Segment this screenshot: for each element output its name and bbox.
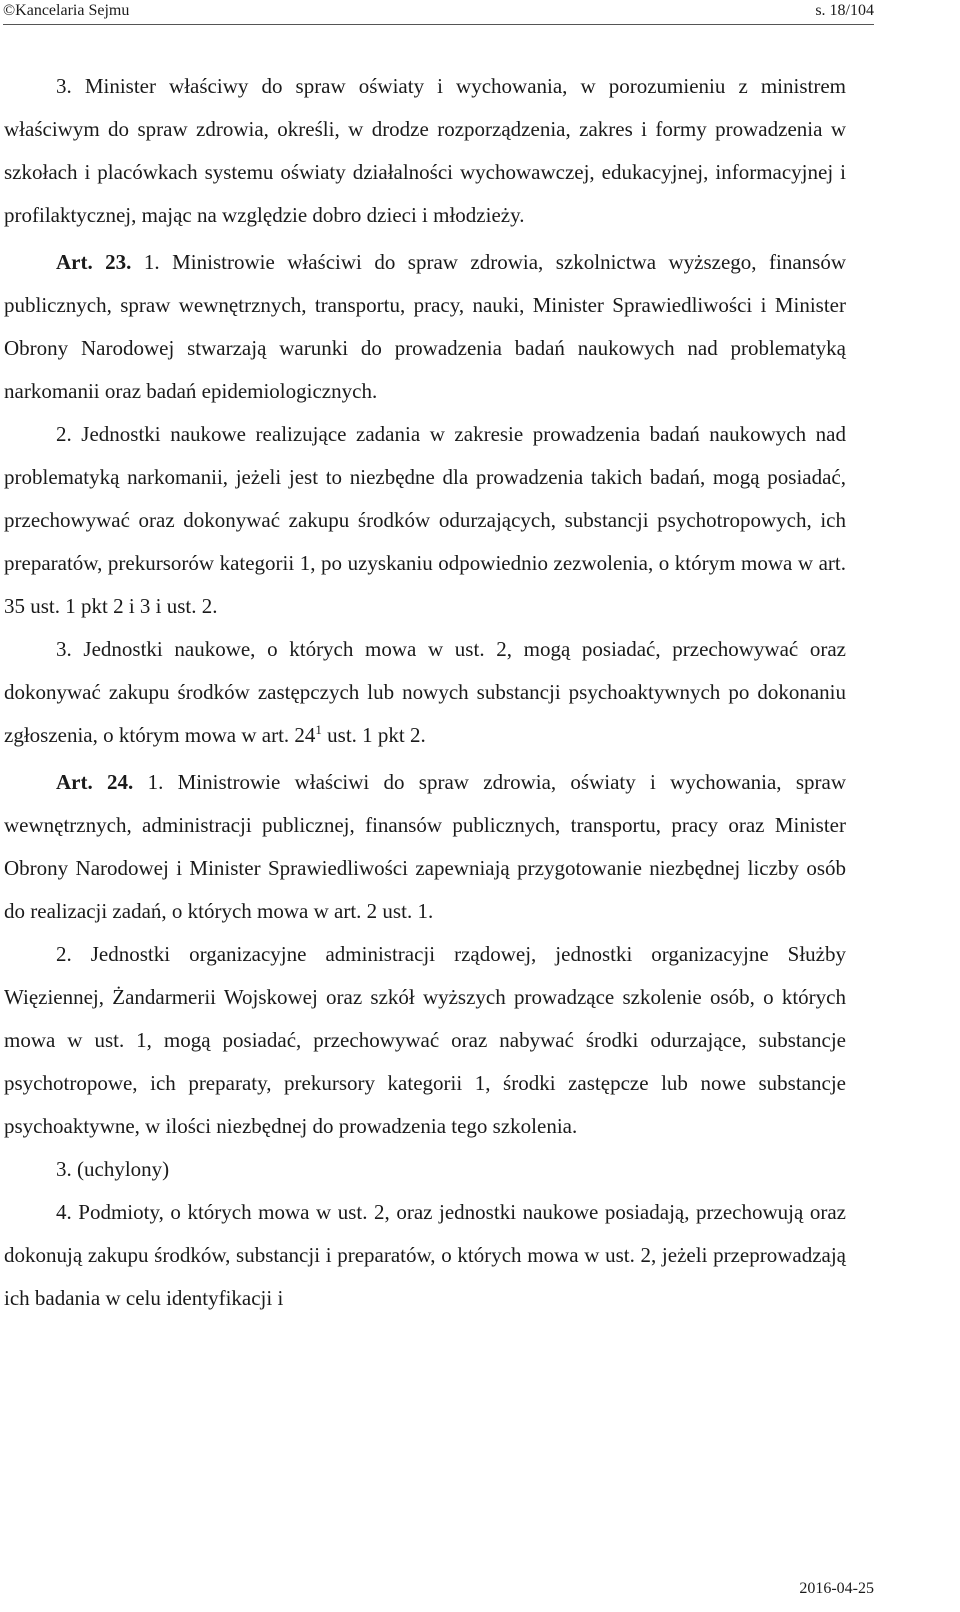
paragraph-text: 2. Jednostki naukowe realizujące zadania w zakresie prowadzenia badań naukowych nad problematyką narkomanii, jeżeli jest to niezbędne dla prowadzenia takich badań, mogą posiadać, przechowywać oraz dokonywać zakupu środków odurzających, substancji psychotropowych, ich preparatów, prekursorów kategorii 1, po uzyskaniu odpowiednio zezwolenia, o którym mowa w art. 35 ust. 1 pkt 2 i 3 i ust. 2. bbox=[4, 422, 846, 618]
paragraph-art24-ust2 bbox=[4, 933, 846, 1148]
article-number: Art. 23. bbox=[56, 250, 132, 274]
paragraph-text-after: ust. 1 pkt 2. bbox=[321, 723, 426, 747]
paragraph-art24-ust4 bbox=[4, 1191, 846, 1320]
paragraph-art23-ust1 bbox=[4, 241, 846, 413]
paragraph-art24-ust3 bbox=[4, 1148, 846, 1191]
paragraph-text: 4. Podmioty, o których mowa w ust. 2, oraz jednostki naukowe posiadają, przechowują oraz dokonują zakupu środków, substancji i preparatów, o których mowa w ust. 2, jeżeli przeprowadzają ich badania w celu identyfikacji i bbox=[4, 1200, 846, 1310]
paragraph-art23-ust2 bbox=[4, 413, 846, 628]
page-header bbox=[0, 0, 960, 26]
article-number: Art. 24. bbox=[56, 770, 134, 794]
paragraph-art24-ust1 bbox=[4, 761, 846, 933]
paragraph-text: 3. Jednostki naukowe, o których mowa w ust. 2, mogą posiadać, przechowywać oraz dokonywać zakupu środków zastępczych lub nowych substancji psychoaktywnych po dokonaniu zgłoszenia, o którym mowa w art. 24 bbox=[4, 637, 846, 747]
paragraph-text: 1. Ministrowie właściwi do spraw zdrowia, oświaty i wychowania, spraw wewnętrznych, administracji publicznej, finansów publicznych, transportu, pracy oraz Minister Obrony Narodowej i Minister Sprawiedliwości zapewniają przygotowanie niezbędnej liczby osób do realizacji zadań, o których mowa w art. 2 ust. 1. bbox=[4, 770, 846, 923]
paragraph-text: 3. Minister właściwy do spraw oświaty i wychowania, w porozumieniu z ministrem właściwym do spraw zdrowia, określi, w drodze rozporządzenia, zakres i formy prowadzenia w szkołach i placówkach systemu oświaty działalności wychowawczej, edukacyjnej, informacyjnej i profilaktycznej, mając na względzie dobro dzieci i młodzieży. bbox=[4, 74, 846, 227]
paragraph-art22-ust3 bbox=[4, 65, 846, 237]
paragraph-text: 1. Ministrowie właściwi do spraw zdrowia, szkolnictwa wyższego, finansów publicznych, spraw wewnętrznych, transportu, pracy, nauki, Minister Sprawiedliwości i Minister Obrony Narodowej stwarzają warunki do prowadzenia badań naukowych nad problematyką narkomanii oraz badań epidemiologicznych. bbox=[4, 250, 846, 403]
footer-date: 2016-04-25 bbox=[799, 1580, 874, 1597]
copyright-label: ©Kancelaria Sejmu bbox=[3, 2, 130, 19]
paragraph-text: 2. Jednostki organizacyjne administracji rządowej, jednostki organizacyjne Służby Więziennej, Żandarmerii Wojskowej oraz szkół wyższych prowadzące szkolenie osób, o których mowa w ust. 1, mogą posiadać, przechowywać oraz nabywać środki odurzające, substancje psychotropowe, ich preparaty, prekursory kategorii 1, środki zastępcze lub nowe substancje psychoaktywne, w ilości niezbędnej do prowadzenia tego szkolenia. bbox=[4, 942, 846, 1138]
document-body bbox=[4, 65, 846, 1320]
paragraph-text: 3. (uchylony) bbox=[56, 1157, 170, 1181]
superscript-ref: 1 bbox=[315, 722, 322, 737]
header-divider bbox=[3, 24, 874, 25]
page-number: s. 18/104 bbox=[815, 2, 874, 19]
paragraph-art23-ust3 bbox=[4, 628, 846, 757]
